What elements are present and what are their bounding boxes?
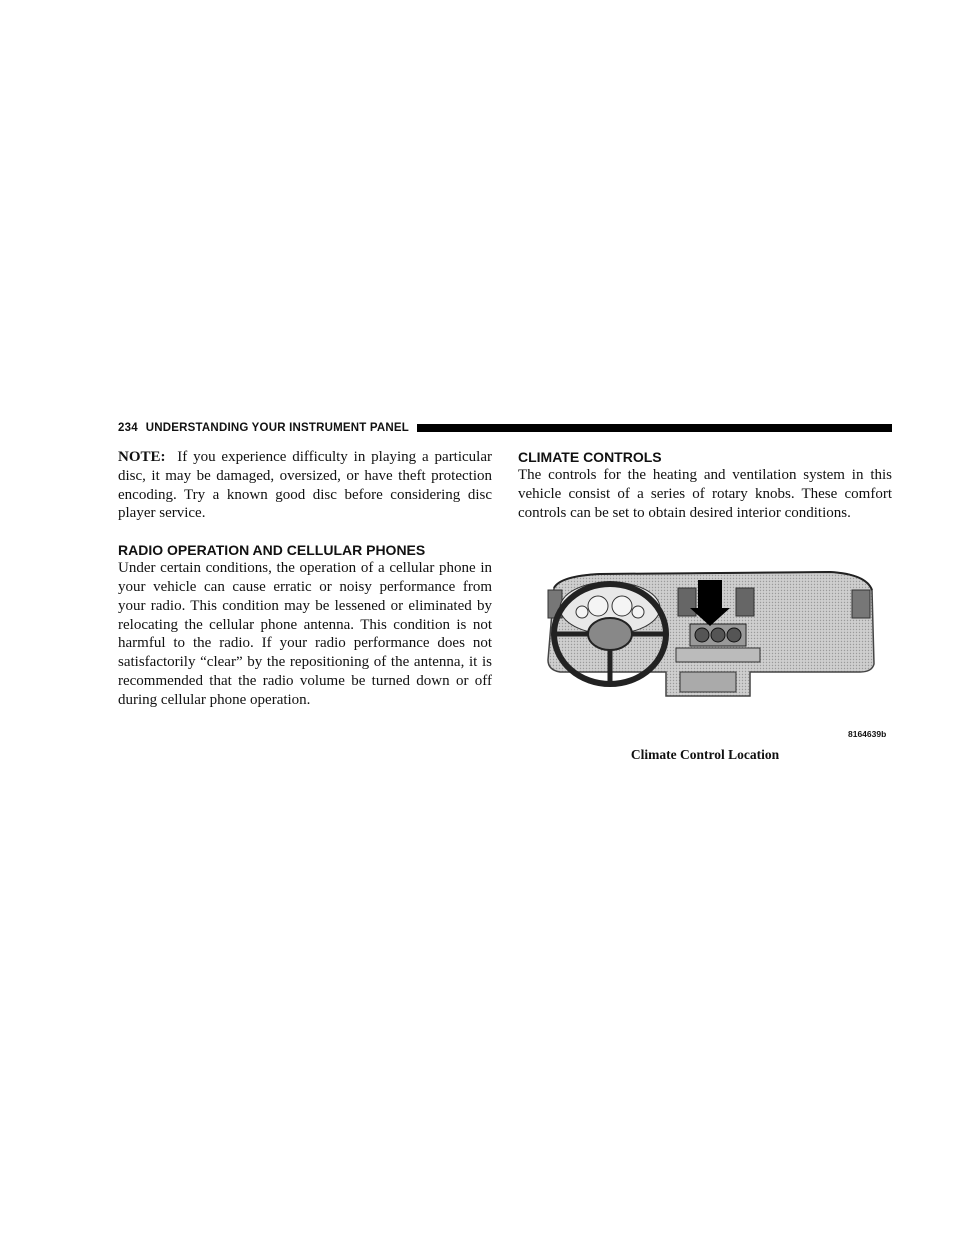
radio-heading: RADIO OPERATION AND CELLULAR PHONES	[118, 542, 426, 559]
page-number: 234	[118, 422, 138, 434]
section-title: UNDERSTANDING YOUR INSTRUMENT PANEL	[145, 422, 409, 434]
climate-paragraph: The controls for the heating and ventilation system in this vehicle consist of a series of rotary knobs. These comfort controls can be set to obtain desired interior conditions.	[518, 467, 892, 521]
figure-code: 8164639b	[848, 729, 887, 739]
climate-heading: CLIMATE CONTROLS	[518, 449, 662, 465]
left-column	[118, 448, 492, 710]
page-header	[118, 420, 892, 436]
radio-paragraph: Under certain conditions, the operation of a cellular phone in your vehicle can cause erratic or noisy performance from your radio. This condition may be lessened or eliminated by relocating the cellular phone antenna. This condition is not harmful to the radio. If your radio performance does not satisfactorily “clear” by the repositioning of the antenna, it is recommended that the radio volume be turned down or off during cellular phone operation.	[118, 560, 492, 708]
dashboard-illustration	[540, 568, 880, 704]
right-column	[518, 448, 892, 522]
figure-caption: Climate Control Location	[630, 747, 780, 762]
header-rule	[417, 424, 892, 432]
note-paragraph	[118, 448, 492, 523]
note-label: NOTE:	[118, 449, 166, 465]
note-text: If you experience difficulty in playing a particular disc, it may be damaged, oversized, or have theft protection encoding. Try a known good disc before considering disc player service.	[118, 449, 492, 522]
